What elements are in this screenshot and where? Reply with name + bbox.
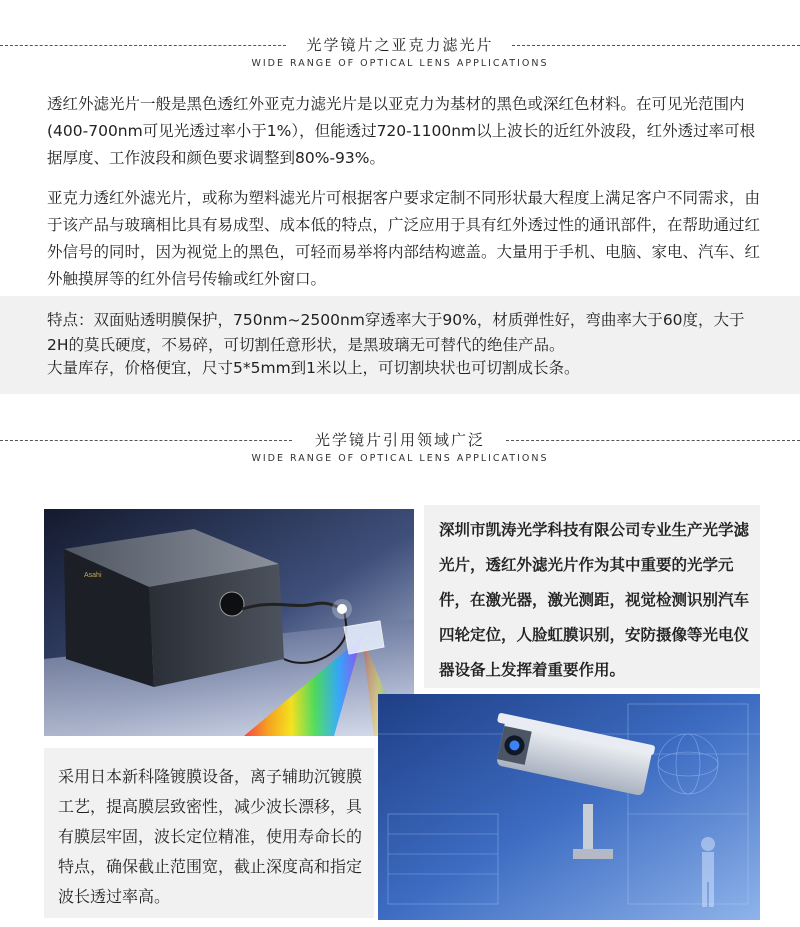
security-camera-photo bbox=[378, 694, 760, 920]
laser-prism-photo bbox=[44, 509, 414, 736]
features-text: 特点：双面贴透明膜保护，750nm~2500nm穿透率大于90%，材质弹性好，弯曲率大于60度，大于2H的莫氏硬度，不易碎，可切割任意形状，是黑玻璃无可替代的绝佳产品。 bbox=[47, 311, 745, 354]
section-title-2: 光学镜片引用领域广泛 bbox=[0, 429, 800, 451]
section-header-1 bbox=[0, 34, 800, 74]
section-subtitle-1: WIDE RANGE OF OPTICAL LENS APPLICATIONS bbox=[251, 58, 549, 69]
features-panel bbox=[0, 296, 800, 394]
coating-description: 采用日本新科隆镀膜设备，离子辅助沉镀膜工艺，提高膜层致密性，减少波长漂移，具有膜层牢固，波长定位精准，使用寿命长的特点，确保截止范围宽，截止深度高和指定波长透过率高。 bbox=[58, 767, 363, 906]
stock-text: 大量库存，价格便宜，尺寸5*5mm到1米以上，可切割块状也可切割成长条。 bbox=[47, 359, 580, 377]
section-header-2 bbox=[0, 429, 800, 469]
section-title-1: 光学镜片之亚克力滤光片 bbox=[0, 34, 800, 56]
intro-paragraph-1: 透红外滤光片一般是黑色透红外亚克力滤光片是以亚克力为基材的黑色或深红色材料。在可见光范围内(400-700nm可见光透过率小于1%），但能透过720-1100nm以上波长的近红外波段，红外透过率可根据厚度、工作波段和颜色要求调整到80%-93%。 bbox=[47, 95, 756, 167]
section-subtitle-2: WIDE RANGE OF OPTICAL LENS APPLICATIONS bbox=[251, 453, 549, 464]
company-description: 深圳市凯涛光学科技有限公司专业生产光学滤光片，透红外滤光片作为其中重要的光学元件，在激光器，激光测距，视觉检测识别汽车四轮定位，人脸虹膜识别，安防摄像等光电仪器设备上发挥着重要作用。 bbox=[439, 520, 750, 679]
brand-logo: Asahi bbox=[84, 572, 102, 579]
intro-paragraph-2: 亚克力透红外滤光片，或称为塑料滤光片可根据客户要求定制不同形状最大程度上满足客户不同需求，由于该产品与玻璃相比具有易成型、成本低的特点，广泛应用于具有红外透过性的通讯部件，在帮助通过红外信号的同时，因为视觉上的黑色，可轻而易举将内部结构遮盖。大量用于手机、电脑、家电、汽车、红外触摸屏等的红外信号传输或红外窗口。 bbox=[47, 189, 761, 288]
